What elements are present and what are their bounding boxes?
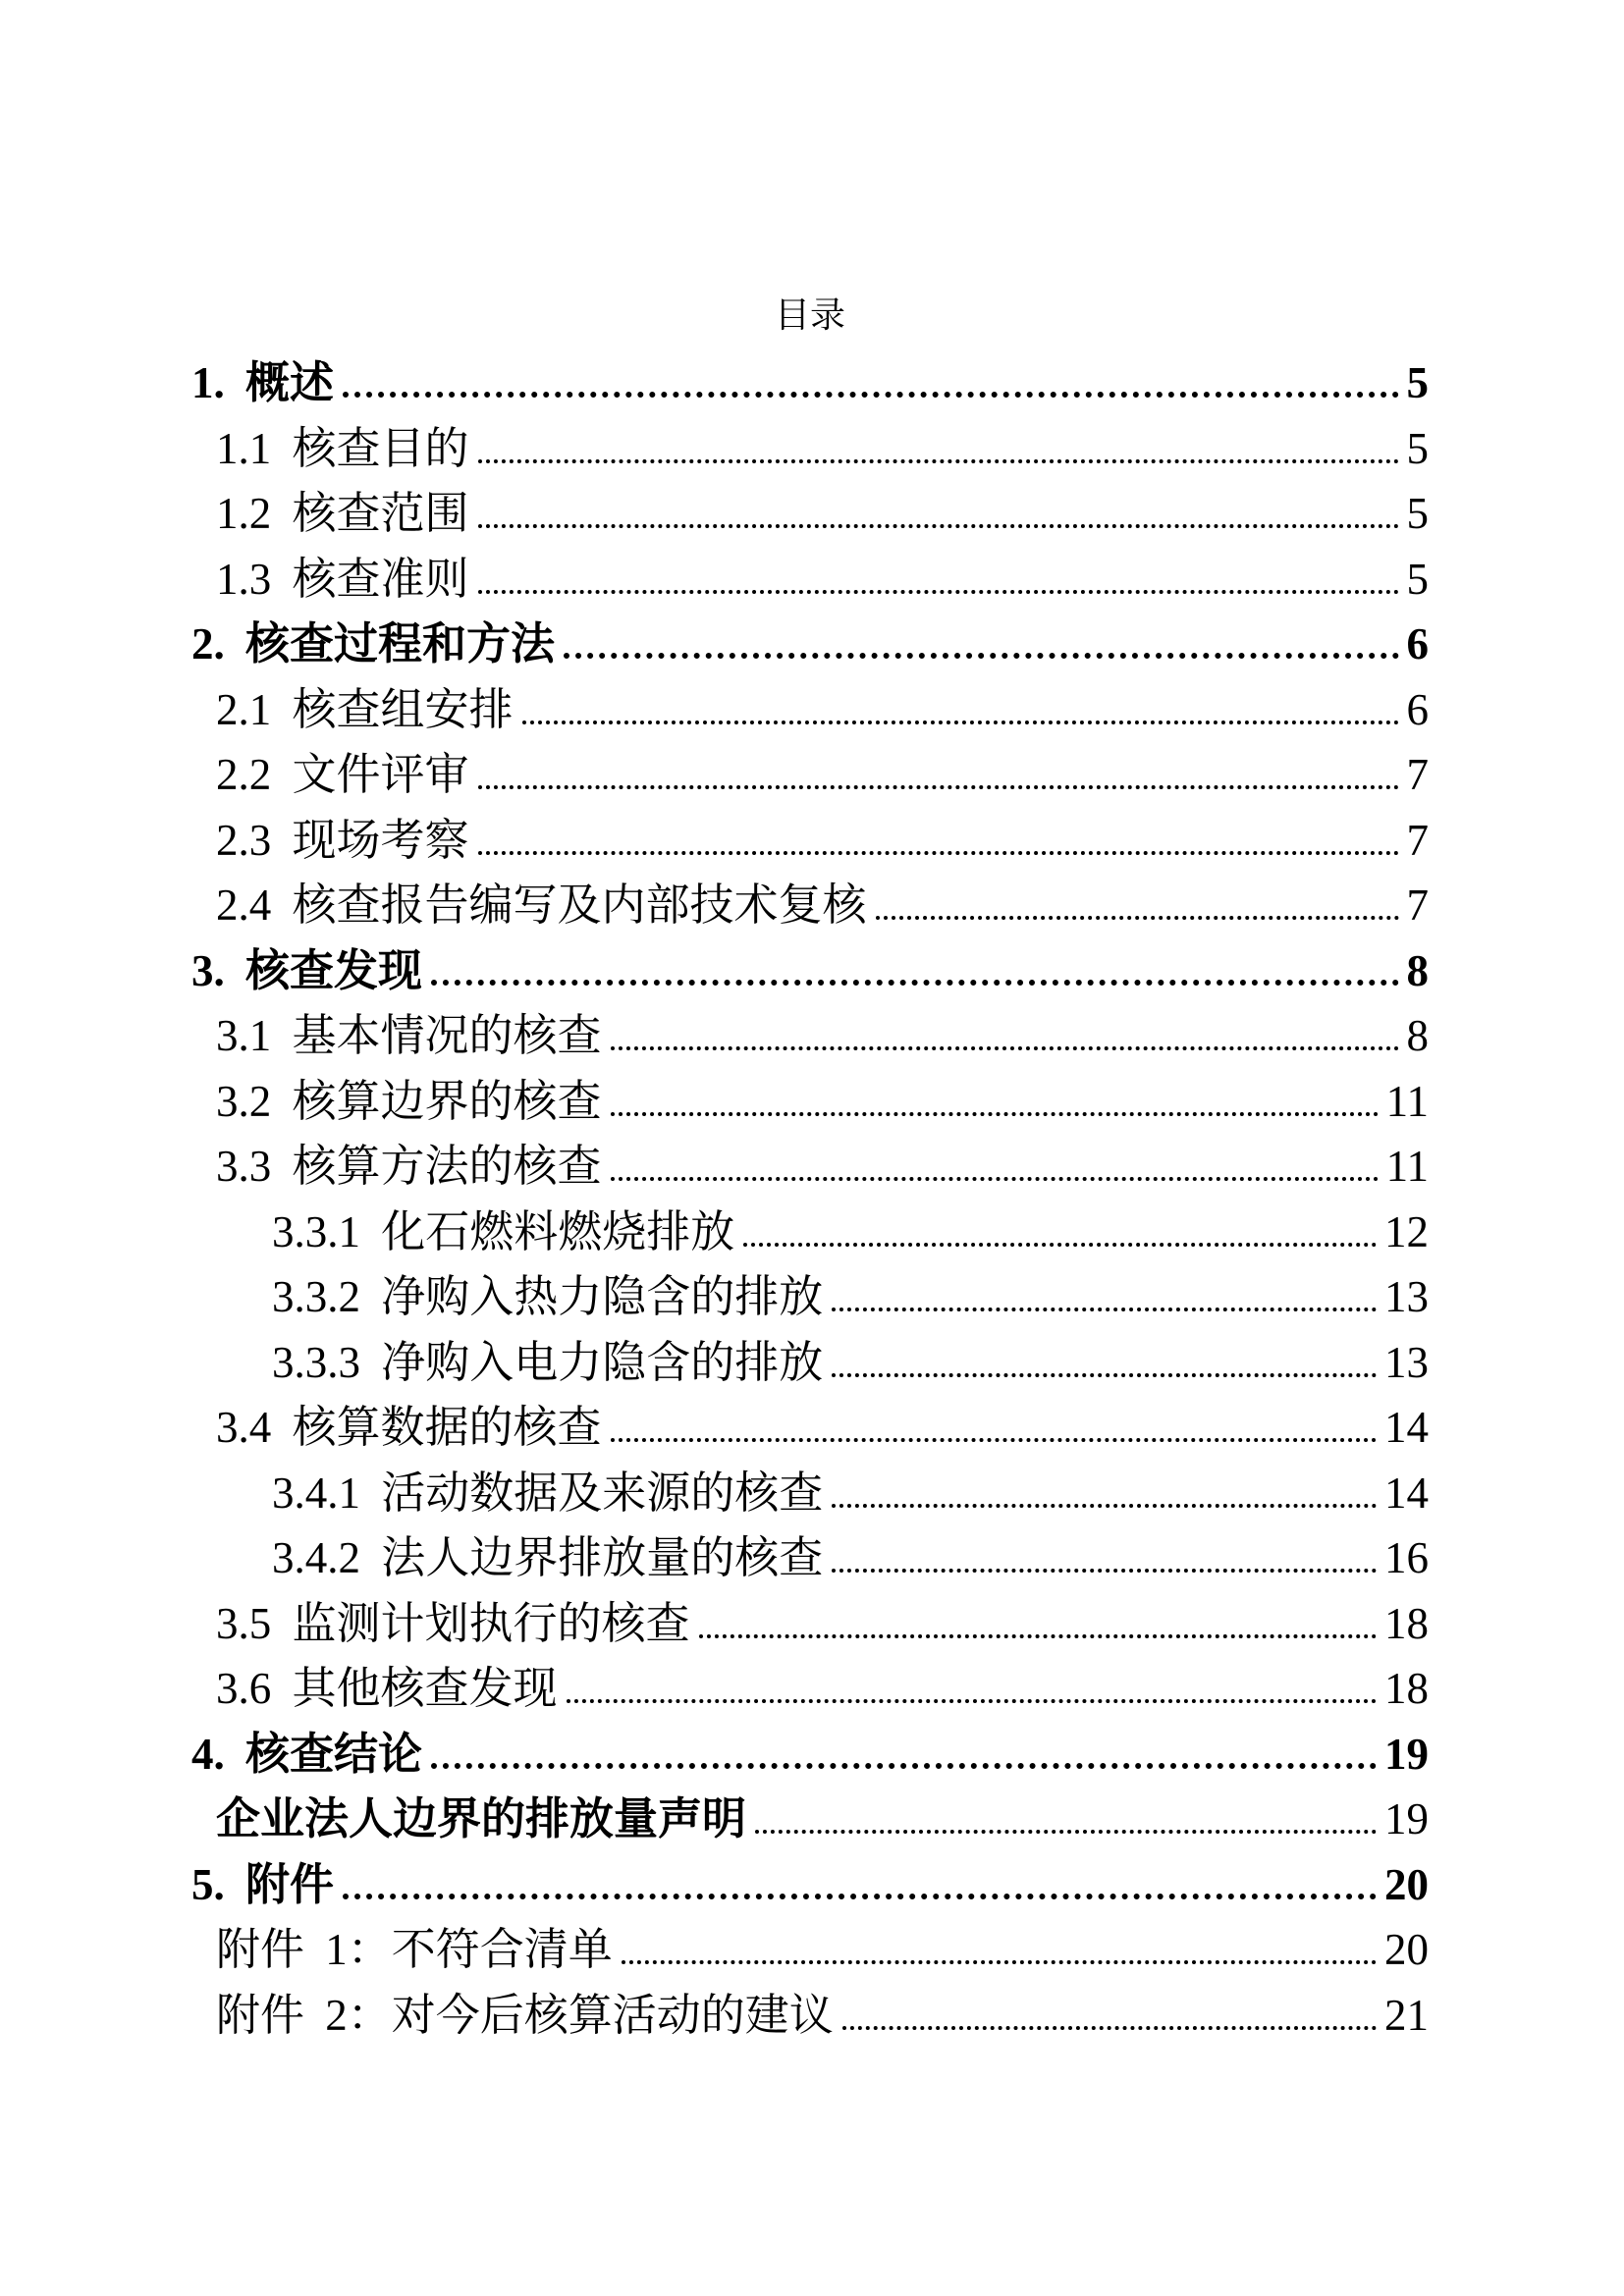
toc-entry-page[interactable]: 14 [1384, 1468, 1429, 1518]
dot-leader [478, 590, 1399, 594]
toc-entry[interactable] [191, 612, 1429, 677]
toc-entry[interactable] [191, 1787, 1429, 1852]
dot-leader [832, 1373, 1377, 1377]
toc-entry[interactable] [191, 547, 1429, 613]
dot-leader [611, 1112, 1379, 1116]
toc-entry[interactable] [191, 1003, 1429, 1069]
toc-entry-label[interactable]: 3.3.1 化石燃料燃烧排放 [272, 1206, 735, 1256]
toc-entry[interactable] [191, 1525, 1429, 1591]
toc-entry-label[interactable]: 3.3.2 净购入热力隐含的排放 [272, 1272, 824, 1321]
toc-entry-page[interactable]: 11 [1385, 1142, 1429, 1191]
toc-entry-page[interactable]: 7 [1406, 881, 1429, 930]
toc-entry-page[interactable]: 14 [1384, 1403, 1429, 1452]
dot-leader [343, 392, 1398, 398]
toc-entry-label[interactable]: 企业法人边界的排放量声明 [216, 1794, 747, 1843]
toc-entry-label[interactable]: 2.4 核查报告编写及内部技术复核 [216, 881, 867, 930]
dot-leader [755, 1830, 1377, 1834]
toc-entry-page[interactable]: 5 [1406, 554, 1429, 604]
toc-entry[interactable] [191, 416, 1429, 482]
toc-entry-page[interactable]: 5 [1406, 489, 1429, 538]
dot-leader [611, 1046, 1399, 1050]
toc-entry-label[interactable]: 3.5 监测计划执行的核查 [216, 1598, 690, 1648]
toc-entry-label[interactable]: 2.3 现场考察 [216, 815, 469, 865]
toc-entry[interactable] [191, 1722, 1429, 1788]
toc-entry-page[interactable]: 8 [1406, 945, 1429, 995]
dot-leader [478, 851, 1399, 855]
toc-entry-label[interactable]: 2. 核查过程和方法 [191, 619, 556, 668]
toc-entry[interactable] [191, 1200, 1429, 1265]
toc-entry-page[interactable]: 13 [1384, 1272, 1429, 1321]
dot-leader [567, 1699, 1377, 1703]
toc-entry-page[interactable]: 5 [1406, 358, 1429, 407]
toc-entry-page[interactable]: 5 [1406, 423, 1429, 473]
toc-entry-page[interactable]: 13 [1384, 1337, 1429, 1387]
toc-entry[interactable] [191, 1330, 1429, 1396]
toc-entry[interactable] [191, 1983, 1429, 2049]
toc-entry-label[interactable]: 3.1 基本情况的核查 [216, 1011, 602, 1060]
toc-entry-page[interactable]: 19 [1384, 1794, 1429, 1843]
toc-entry-label[interactable]: 1. 概述 [191, 358, 335, 407]
toc-entry-label[interactable]: 2.1 核查组安排 [216, 684, 514, 734]
dot-leader [743, 1243, 1377, 1247]
dot-leader [343, 1894, 1377, 1899]
toc-entry[interactable] [191, 1069, 1429, 1135]
toc-entry[interactable] [191, 1656, 1429, 1722]
toc-entry-label[interactable]: 附件 2：对今后核算活动的建议 [216, 1990, 834, 2040]
toc-entry-label[interactable]: 3.4.1 活动数据及来源的核查 [272, 1468, 824, 1518]
toc-entry-label[interactable]: 1.1 核查目的 [216, 423, 469, 473]
dot-leader [699, 1634, 1377, 1638]
toc-entry-label[interactable]: 附件 1：不符合清单 [216, 1925, 613, 1974]
toc-entry-label[interactable]: 2.2 文件评审 [216, 750, 469, 799]
dot-leader [564, 653, 1398, 659]
toc-entry[interactable] [191, 677, 1429, 743]
toc-entry[interactable] [191, 938, 1429, 1004]
toc-entry-page[interactable]: 8 [1406, 1011, 1429, 1060]
toc-entry[interactable] [191, 808, 1429, 874]
dot-leader [522, 721, 1399, 724]
toc-entry[interactable] [191, 873, 1429, 938]
toc-entry[interactable] [191, 350, 1429, 416]
toc-entry-page[interactable]: 18 [1384, 1598, 1429, 1648]
dot-leader [842, 2026, 1377, 2030]
dot-leader [832, 1569, 1377, 1573]
dot-leader [431, 980, 1398, 986]
toc-entry[interactable] [191, 1395, 1429, 1461]
dot-leader [611, 1177, 1379, 1181]
toc-entry-label[interactable]: 3.4.2 法人边界排放量的核查 [272, 1533, 824, 1582]
toc-entry-page[interactable]: 20 [1384, 1925, 1429, 1974]
toc-entry[interactable] [191, 1852, 1429, 1918]
toc-entry-page[interactable]: 7 [1406, 815, 1429, 865]
toc-entry-page[interactable]: 19 [1384, 1729, 1429, 1779]
toc-entry-label[interactable]: 3.6 其他核查发现 [216, 1664, 558, 1713]
toc-entry-label[interactable]: 1.2 核查范围 [216, 489, 469, 538]
toc-entry[interactable] [191, 1461, 1429, 1526]
page-title: 目录 [774, 295, 845, 335]
toc-entry[interactable] [191, 481, 1429, 547]
toc-entry[interactable] [191, 742, 1429, 808]
dot-leader [832, 1504, 1377, 1508]
dot-leader [876, 916, 1399, 920]
toc-entry-label[interactable]: 4. 核查结论 [191, 1729, 423, 1779]
dot-leader [611, 1438, 1377, 1442]
dot-leader [832, 1308, 1377, 1311]
toc-entry-label[interactable]: 3.2 核算边界的核查 [216, 1076, 602, 1126]
toc-entry-page[interactable]: 12 [1384, 1206, 1429, 1256]
toc-entry-page[interactable]: 20 [1384, 1859, 1429, 1909]
toc-entry-page[interactable]: 7 [1406, 750, 1429, 799]
toc-entry-label[interactable]: 3.4 核算数据的核查 [216, 1403, 602, 1452]
dot-leader [478, 785, 1399, 789]
toc-list [191, 350, 1429, 2048]
toc-entry-page[interactable]: 6 [1406, 684, 1429, 734]
dot-leader [431, 1763, 1377, 1769]
toc-entry-label[interactable]: 3.3.3 净购入电力隐含的排放 [272, 1337, 824, 1387]
toc-entry-page[interactable]: 16 [1384, 1533, 1429, 1582]
dot-leader [622, 1960, 1377, 1964]
toc-entry-label[interactable]: 3.3 核算方法的核查 [216, 1142, 602, 1191]
toc-entry[interactable] [191, 1264, 1429, 1330]
toc-entry-label[interactable]: 1.3 核查准则 [216, 554, 469, 604]
toc-entry[interactable] [191, 1917, 1429, 1983]
dot-leader [478, 459, 1399, 463]
toc-entry-page[interactable]: 18 [1384, 1664, 1429, 1713]
dot-leader [478, 524, 1399, 528]
toc-entry-label[interactable]: 3. 核查发现 [191, 945, 423, 995]
toc-entry-page[interactable]: 6 [1406, 619, 1429, 668]
toc-entry[interactable] [191, 1134, 1429, 1200]
toc-entry-page[interactable]: 21 [1384, 1990, 1429, 2040]
toc-entry-page[interactable]: 11 [1385, 1076, 1429, 1126]
toc-entry-label[interactable]: 5. 附件 [191, 1859, 335, 1909]
toc-entry[interactable] [191, 1591, 1429, 1657]
